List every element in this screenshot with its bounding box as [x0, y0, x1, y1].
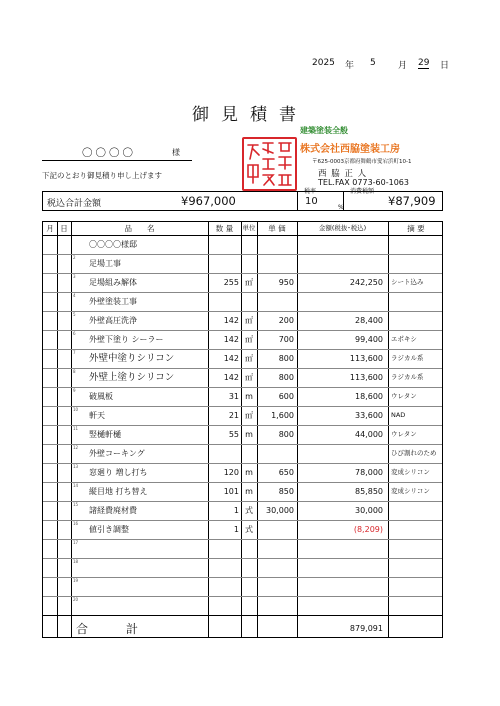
row-price: 30,000: [266, 506, 294, 515]
row-qty: [208, 596, 239, 615]
row-amount: 85,850: [355, 487, 383, 496]
row-item-name: [89, 558, 207, 577]
row-qty: 31: [228, 392, 239, 401]
row-price: [257, 520, 294, 539]
company-seal: [242, 137, 297, 191]
row-number: 15: [73, 502, 79, 507]
row-price: [257, 292, 294, 311]
estimate-table: [42, 221, 443, 638]
row-price: [257, 558, 294, 577]
row-note: ひび割れのため: [391, 449, 437, 457]
row-item-name: 外壁高圧洗浄: [89, 316, 137, 325]
row-qty: 142: [223, 373, 239, 382]
row-price: [257, 235, 294, 254]
row-qty: [208, 558, 239, 577]
company-division: 建築塗装全般: [300, 126, 348, 135]
row-unit: [241, 558, 257, 577]
summary-tax-rate: 10: [305, 196, 318, 207]
row-note: [391, 254, 443, 273]
intro-text: 下記のとおり御見積り申し上げます: [42, 171, 162, 180]
row-note: [391, 539, 443, 558]
date-day: 29: [418, 58, 430, 68]
summary-total-label: 税込合計金額: [47, 199, 102, 209]
row-note: [391, 596, 443, 615]
company-person: 西 脇 正 人: [318, 169, 368, 179]
customer-line: [42, 145, 192, 161]
row-number: 13: [73, 464, 79, 469]
row-unit: ㎡: [245, 411, 253, 420]
row-unit: ㎡: [245, 316, 253, 325]
header-unit: 単位: [242, 224, 256, 232]
row-number: 11: [73, 426, 79, 431]
row-number: 8: [73, 369, 76, 374]
row-price: 850: [278, 487, 294, 496]
row-item-name: 外壁上塗りシリコン: [89, 372, 175, 383]
row-amount: [297, 254, 383, 273]
row-qty: 1: [233, 506, 239, 515]
row-unit: ㎡: [245, 373, 253, 382]
row-unit: m: [245, 392, 253, 401]
row-unit: [241, 254, 257, 273]
row-note: [391, 311, 443, 330]
row-amount: [297, 596, 383, 615]
seal-icon: [244, 139, 295, 189]
row-item-name: 竪樋軒樋: [89, 430, 121, 439]
row-note: ウレタン: [391, 392, 417, 400]
row-amount: [297, 235, 383, 254]
company-telfax: TEL.FAX 0773-60-1063: [318, 178, 409, 187]
row-note: [391, 501, 443, 520]
row-price: 1,600: [271, 411, 294, 420]
row-note: NAD: [391, 411, 406, 419]
row-number: 10: [73, 407, 79, 412]
row-number: 19: [73, 578, 79, 583]
row-qty: [208, 577, 239, 596]
row-number: 18: [73, 559, 79, 564]
row-price: [257, 254, 294, 273]
header-price: 単 価: [268, 224, 286, 233]
row-amount: 113,600: [349, 354, 383, 363]
row-amount: (8,209): [353, 525, 383, 534]
row-amount: [297, 539, 383, 558]
document-title: 御見積書: [192, 105, 308, 125]
row-number: 9: [73, 388, 76, 393]
date-year: 2025: [312, 58, 335, 68]
header-item: 品 名: [124, 224, 155, 233]
row-amount: 30,000: [355, 506, 383, 515]
row-amount: 18,600: [355, 392, 383, 401]
summary-tax-label: 消費税額: [350, 188, 375, 195]
row-item-name: 足場工事: [89, 259, 121, 268]
header-day: 日: [60, 224, 68, 233]
row-note: [391, 577, 443, 596]
row-note: シート込み: [391, 278, 424, 286]
row-number: 14: [73, 483, 79, 488]
row-item-name: 値引き調整: [89, 525, 129, 534]
row-note: 変成シリコン: [391, 487, 430, 495]
row-unit: [241, 596, 257, 615]
row-item-name: [89, 596, 207, 615]
row-qty: 1: [233, 525, 239, 534]
row-unit: ㎡: [245, 354, 253, 363]
row-item-name: 外壁コーキング: [89, 449, 145, 458]
customer-honorific: 様: [172, 148, 180, 157]
row-unit: [241, 577, 257, 596]
row-qty: [208, 539, 239, 558]
row-unit: 式: [245, 506, 253, 515]
header-qty: 数 量: [215, 224, 234, 233]
row-amount: 113,600: [349, 373, 383, 382]
company-address: 〒625-0003京都府舞鶴市愛宕浜町10-1: [312, 159, 412, 165]
row-number: 3: [73, 274, 76, 279]
row-number: 4: [73, 293, 76, 298]
row-amount: 28,400: [355, 316, 383, 325]
footer-total-label: 合計: [76, 622, 177, 636]
row-note: [391, 520, 443, 539]
row-amount: [297, 444, 383, 463]
row-item-name: 足場組み解体: [89, 278, 137, 287]
footer-total-value: 879,091: [349, 624, 383, 633]
date-month: 5: [370, 58, 376, 68]
row-number: 6: [73, 331, 76, 336]
row-price: 950: [278, 278, 294, 287]
row-price: 200: [278, 316, 294, 325]
row-unit: m: [245, 430, 253, 439]
row-amount: [297, 558, 383, 577]
row-amount: 33,600: [355, 411, 383, 420]
row-qty: [208, 292, 239, 311]
row-qty: [208, 254, 239, 273]
row-number: 5: [73, 312, 76, 317]
row-number: 12: [73, 445, 79, 450]
row-qty: 142: [223, 316, 239, 325]
row-unit: ㎡: [245, 335, 253, 344]
row-price: 600: [278, 392, 294, 401]
row-item-name: 縦目地 打ち替え: [89, 487, 148, 496]
row-qty: [208, 235, 239, 254]
row-amount: [297, 577, 383, 596]
row-qty: 255: [223, 278, 239, 287]
row-note: ラジカル系: [391, 373, 424, 381]
row-amount: 242,250: [349, 278, 383, 287]
row-note: [391, 558, 443, 577]
row-amount: 44,000: [355, 430, 383, 439]
header-month: 月: [46, 224, 54, 233]
row-price: 800: [278, 354, 294, 363]
row-unit: m: [245, 468, 253, 477]
row-qty: 21: [228, 411, 239, 420]
row-number: 16: [73, 521, 79, 526]
row-note: [391, 235, 443, 254]
row-price: 800: [278, 373, 294, 382]
row-qty: 142: [223, 354, 239, 363]
row-amount: [297, 292, 383, 311]
date-month-unit: 月: [398, 61, 408, 71]
summary-tax-rate-label: 税率: [304, 188, 317, 195]
row-qty: 55: [228, 430, 239, 439]
row-item-name: 軒天: [89, 411, 105, 420]
row-number: 7: [73, 350, 76, 355]
row-qty: 101: [223, 487, 239, 496]
row-item-name: [89, 539, 207, 558]
row-number: 2: [73, 255, 76, 260]
row-unit: 式: [245, 525, 253, 534]
summary-total-value: ¥967,000: [181, 194, 236, 208]
row-unit: m: [245, 487, 253, 496]
row-item-name: 外壁塗装工事: [89, 297, 137, 306]
row-price: 800: [278, 430, 294, 439]
row-note: 変成シリコン: [391, 468, 430, 476]
row-qty: [208, 444, 239, 463]
row-price: [257, 596, 294, 615]
row-qty: 120: [223, 468, 239, 477]
row-unit: [241, 539, 257, 558]
row-item-name: [89, 577, 207, 596]
header-note: 摘 要: [407, 224, 425, 233]
row-item-name: 諸経費廃材費: [89, 506, 137, 515]
row-price: 650: [278, 468, 294, 477]
date-year-unit: 年: [345, 61, 355, 71]
row-item-name: 窓廻り 増し打ち: [89, 468, 148, 477]
summary-tax-value: ¥87,909: [388, 194, 436, 208]
header-amount: 金額(税抜･税込): [318, 224, 367, 232]
row-qty: 142: [223, 335, 239, 344]
summary-percent: %: [338, 204, 344, 211]
row-note: ラジカル系: [391, 354, 424, 362]
row-note: ウレタン: [391, 430, 417, 438]
row-item-name: 外壁下塗り シーラー: [89, 335, 164, 344]
row-item-name: 破風板: [89, 392, 113, 401]
row-price: 700: [278, 335, 294, 344]
row-amount: 99,400: [355, 335, 383, 344]
date-day-unit: 日: [440, 61, 450, 71]
row-item-name: 外壁中塗りシリコン: [89, 353, 175, 364]
row-number: 20: [73, 597, 79, 602]
row-amount: 78,000: [355, 468, 383, 477]
customer-name: 〇〇〇〇: [82, 147, 136, 159]
row-unit: [241, 292, 257, 311]
row-unit: [241, 235, 257, 254]
company-name: 株式会社西脇塗装工房: [300, 144, 400, 155]
row-number: 17: [73, 540, 79, 545]
row-price: [257, 444, 294, 463]
row-unit: [241, 444, 257, 463]
row-note: エポキシ: [391, 335, 417, 343]
row-price: [257, 539, 294, 558]
row-price: [257, 577, 294, 596]
row-item-name: 〇〇〇〇様邸: [89, 240, 137, 249]
summary-bar: [42, 188, 443, 211]
row-unit: ㎡: [245, 278, 253, 287]
row-note: [391, 292, 443, 311]
